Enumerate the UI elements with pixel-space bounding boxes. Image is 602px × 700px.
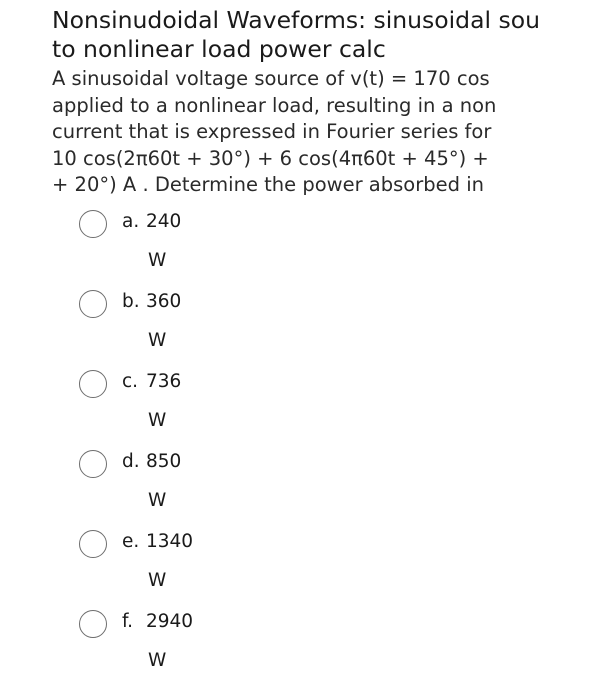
question-line-4: 10 cos(2π60t + 30°) + 6 cos(4π60t + 45°) + [52,146,489,170]
radio-button-e[interactable] [79,530,107,558]
option-f[interactable] [74,604,374,676]
option-letter-f: f. [122,611,134,632]
option-value-c: 736 [146,371,182,392]
option-letter-e: e. [122,531,140,552]
option-value-b: 360 [146,291,182,312]
radio-button-c[interactable] [79,370,107,398]
option-e[interactable] [74,524,374,596]
option-value-f: 2940 [146,611,194,632]
question-text [52,66,602,199]
option-c[interactable] [74,364,374,436]
option-letter-c: c. [122,371,139,392]
option-letter-b: b. [122,291,140,312]
radio-button-b[interactable] [79,290,107,318]
option-unit-d: W [148,490,167,511]
question-line-1: A sinusoidal voltage source of v(t) = 170 cos [52,67,490,90]
option-value-d: 850 [146,451,182,472]
title-line-2: to nonlinear load power calc [52,35,386,63]
option-unit-e: W [148,570,167,591]
option-b[interactable] [74,284,374,356]
option-a[interactable] [74,204,374,276]
question-line-5: + 20°) A . Determine the power absorbed in [52,173,484,196]
radio-button-d[interactable] [79,450,107,478]
option-d[interactable] [74,444,374,516]
option-letter-d: d. [122,451,140,472]
question-title [52,6,602,64]
radio-button-a[interactable] [79,210,107,238]
question-line-2: applied to a nonlinear load, resulting in a non [52,93,497,117]
option-letter-a: a. [122,211,140,232]
option-value-e: 1340 [146,531,194,552]
option-unit-b: W [148,330,167,351]
option-unit-a: W [148,250,167,271]
option-value-a: 240 [146,211,182,232]
question-line-3: current that is expressed in Fourier series for [52,120,492,143]
radio-button-f[interactable] [79,610,107,638]
title-line-1: Nonsinudoidal Waveforms: sinusoidal sou [52,6,541,34]
option-unit-c: W [148,410,167,431]
option-unit-f: W [148,650,167,671]
